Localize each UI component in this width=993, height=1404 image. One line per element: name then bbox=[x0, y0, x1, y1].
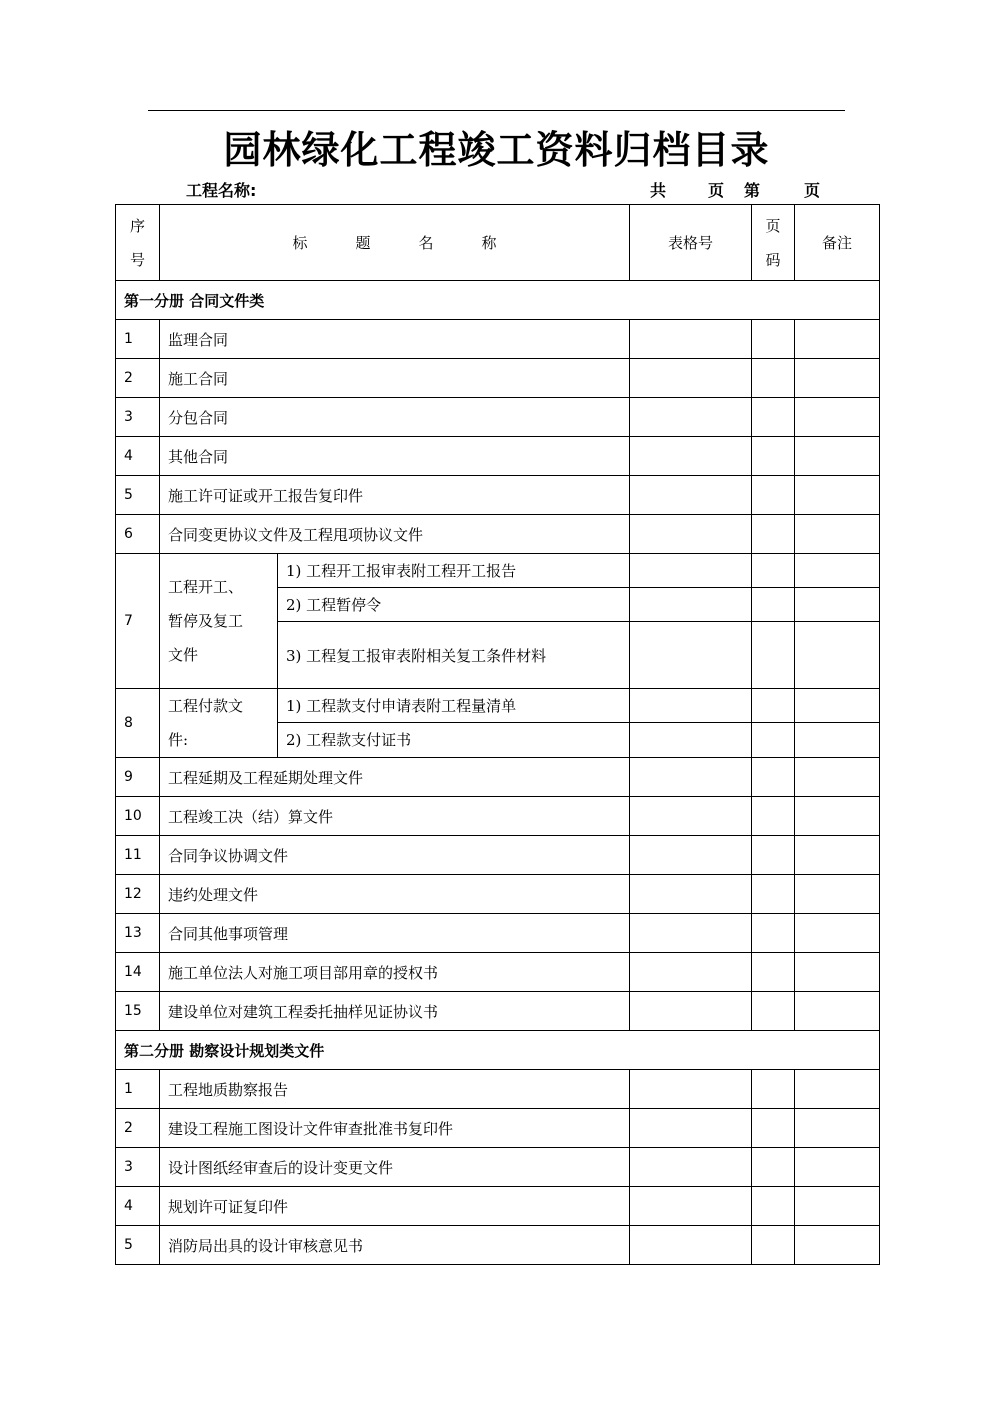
row-remark bbox=[795, 689, 880, 723]
row-form-no bbox=[630, 1070, 752, 1109]
group-label: 工程付款文 件: bbox=[160, 689, 278, 758]
table-row bbox=[116, 992, 880, 1031]
row-no: 3 bbox=[116, 1148, 160, 1187]
row-page bbox=[752, 398, 795, 437]
table-row bbox=[116, 437, 880, 476]
table-row bbox=[116, 758, 880, 797]
sub-item: 2) 工程款支付证书 bbox=[278, 722, 630, 757]
row-form-no bbox=[630, 476, 752, 515]
row-page bbox=[752, 437, 795, 476]
row-page bbox=[752, 953, 795, 992]
row-page bbox=[752, 758, 795, 797]
row-no: 5 bbox=[116, 476, 160, 515]
row-form-no bbox=[630, 875, 752, 914]
row-title: 合同变更协议文件及工程甩项协议文件 bbox=[160, 515, 630, 554]
table-row bbox=[116, 515, 880, 554]
row-form-no bbox=[630, 797, 752, 836]
row-form-no bbox=[630, 622, 752, 689]
table-row bbox=[116, 1226, 880, 1265]
row-page bbox=[752, 1070, 795, 1109]
row-page bbox=[752, 1187, 795, 1226]
header-title: 标 题 名 称 bbox=[160, 205, 630, 281]
table-row bbox=[116, 320, 880, 359]
row-page bbox=[752, 689, 795, 723]
row-page bbox=[752, 554, 795, 588]
header-page: 页 码 bbox=[752, 205, 795, 281]
row-remark bbox=[795, 1226, 880, 1265]
row-form-no bbox=[630, 758, 752, 797]
row-remark bbox=[795, 1187, 880, 1226]
row-remark bbox=[795, 1070, 880, 1109]
row-page bbox=[752, 836, 795, 875]
row-form-no bbox=[630, 398, 752, 437]
row-title: 设计图纸经审查后的设计变更文件 bbox=[160, 1148, 630, 1187]
row-title: 建设单位对建筑工程委托抽样见证协议书 bbox=[160, 992, 630, 1031]
row-form-no bbox=[630, 953, 752, 992]
row-title: 工程竣工决（结）算文件 bbox=[160, 797, 630, 836]
section-title: 第一分册 合同文件类 bbox=[116, 281, 880, 320]
table-row bbox=[116, 689, 880, 723]
row-page bbox=[752, 797, 795, 836]
row-remark bbox=[795, 588, 880, 622]
row-title: 分包合同 bbox=[160, 398, 630, 437]
row-no: 9 bbox=[116, 758, 160, 797]
row-no: 11 bbox=[116, 836, 160, 875]
row-remark bbox=[795, 554, 880, 588]
sub-item: 1) 工程款支付申请表附工程量清单 bbox=[278, 689, 630, 723]
row-form-no bbox=[630, 437, 752, 476]
row-form-no bbox=[630, 588, 752, 622]
row-no: 4 bbox=[116, 1187, 160, 1226]
row-form-no bbox=[630, 1187, 752, 1226]
table-row bbox=[116, 1187, 880, 1226]
row-form-no bbox=[630, 992, 752, 1031]
row-page bbox=[752, 320, 795, 359]
row-title: 合同其他事项管理 bbox=[160, 914, 630, 953]
row-title: 施工许可证或开工报告复印件 bbox=[160, 476, 630, 515]
table-row bbox=[116, 1148, 880, 1187]
pages-unit-2: 页 bbox=[804, 181, 821, 200]
archive-catalog-table bbox=[115, 204, 880, 1265]
sub-item: 2) 工程暂停令 bbox=[278, 588, 630, 622]
row-remark bbox=[795, 359, 880, 398]
row-remark bbox=[795, 320, 880, 359]
row-title: 其他合同 bbox=[160, 437, 630, 476]
header-remark: 备注 bbox=[795, 205, 880, 281]
pages-unit: 页 bbox=[708, 181, 725, 200]
row-remark bbox=[795, 914, 880, 953]
row-remark bbox=[795, 836, 880, 875]
section-title: 第二分册 勘察设计规划类文件 bbox=[116, 1031, 880, 1070]
table-row bbox=[116, 359, 880, 398]
header-form-no: 表格号 bbox=[630, 205, 752, 281]
sub-item: 1) 工程开工报审表附工程开工报告 bbox=[278, 554, 630, 588]
row-title: 监理合同 bbox=[160, 320, 630, 359]
row-remark bbox=[795, 953, 880, 992]
row-remark bbox=[795, 398, 880, 437]
row-form-no bbox=[630, 1148, 752, 1187]
table-row bbox=[116, 836, 880, 875]
row-form-no bbox=[630, 515, 752, 554]
row-remark bbox=[795, 875, 880, 914]
row-remark bbox=[795, 992, 880, 1031]
row-remark bbox=[795, 476, 880, 515]
row-remark bbox=[795, 758, 880, 797]
sub-item: 3) 工程复工报审表附相关复工条件材料 bbox=[278, 622, 630, 689]
table-row bbox=[116, 398, 880, 437]
row-page bbox=[752, 588, 795, 622]
pages-current-label: 第 bbox=[744, 181, 761, 200]
row-no: 14 bbox=[116, 953, 160, 992]
row-remark bbox=[795, 1148, 880, 1187]
row-page bbox=[752, 1226, 795, 1265]
row-title: 施工单位法人对施工项目部用章的授权书 bbox=[160, 953, 630, 992]
row-no: 12 bbox=[116, 875, 160, 914]
row-no: 8 bbox=[116, 689, 160, 758]
row-page bbox=[752, 722, 795, 757]
row-page bbox=[752, 515, 795, 554]
row-no: 7 bbox=[116, 554, 160, 689]
header-rule bbox=[148, 110, 845, 111]
row-page bbox=[752, 1109, 795, 1148]
document-title: 园林绿化工程竣工资料归档目录 bbox=[223, 128, 770, 172]
row-no: 2 bbox=[116, 1109, 160, 1148]
table-row bbox=[116, 1070, 880, 1109]
section-row bbox=[116, 1031, 880, 1070]
row-page bbox=[752, 1148, 795, 1187]
row-no: 6 bbox=[116, 515, 160, 554]
row-title: 消防局出具的设计审核意见书 bbox=[160, 1226, 630, 1265]
row-remark bbox=[795, 622, 880, 689]
table-header-row bbox=[116, 205, 880, 281]
row-form-no bbox=[630, 914, 752, 953]
row-form-no bbox=[630, 1109, 752, 1148]
row-form-no bbox=[630, 722, 752, 757]
row-page bbox=[752, 992, 795, 1031]
section-row bbox=[116, 281, 880, 320]
row-title: 违约处理文件 bbox=[160, 875, 630, 914]
row-form-no bbox=[630, 359, 752, 398]
row-no: 1 bbox=[116, 320, 160, 359]
row-title: 工程地质勘察报告 bbox=[160, 1070, 630, 1109]
group-label: 工程开工、 暂停及复工 文件 bbox=[160, 554, 278, 689]
row-no: 15 bbox=[116, 992, 160, 1031]
row-remark bbox=[795, 515, 880, 554]
row-remark bbox=[795, 437, 880, 476]
table-row bbox=[116, 875, 880, 914]
project-name-label: 工程名称: bbox=[186, 181, 257, 200]
table-row bbox=[116, 797, 880, 836]
row-no: 2 bbox=[116, 359, 160, 398]
row-page bbox=[752, 914, 795, 953]
row-form-no bbox=[630, 554, 752, 588]
row-form-no bbox=[630, 320, 752, 359]
row-title: 工程延期及工程延期处理文件 bbox=[160, 758, 630, 797]
row-no: 3 bbox=[116, 398, 160, 437]
row-no: 1 bbox=[116, 1070, 160, 1109]
row-no: 13 bbox=[116, 914, 160, 953]
row-page bbox=[752, 622, 795, 689]
row-remark bbox=[795, 797, 880, 836]
table-row bbox=[116, 476, 880, 515]
row-title: 建设工程施工图设计文件审查批准书复印件 bbox=[160, 1109, 630, 1148]
header-no: 序 号 bbox=[116, 205, 160, 281]
page-count-line bbox=[650, 180, 820, 202]
table-row bbox=[116, 554, 880, 588]
row-page bbox=[752, 359, 795, 398]
row-no: 4 bbox=[116, 437, 160, 476]
row-form-no bbox=[630, 836, 752, 875]
row-no: 5 bbox=[116, 1226, 160, 1265]
row-page bbox=[752, 476, 795, 515]
table-row bbox=[116, 914, 880, 953]
row-title: 规划许可证复印件 bbox=[160, 1187, 630, 1226]
row-title: 合同争议协调文件 bbox=[160, 836, 630, 875]
row-remark bbox=[795, 722, 880, 757]
row-form-no bbox=[630, 1226, 752, 1265]
row-no: 10 bbox=[116, 797, 160, 836]
pages-total-label: 共 bbox=[650, 181, 667, 200]
row-title: 施工合同 bbox=[160, 359, 630, 398]
row-remark bbox=[795, 1109, 880, 1148]
row-form-no bbox=[630, 689, 752, 723]
table-row bbox=[116, 953, 880, 992]
table-row bbox=[116, 1109, 880, 1148]
row-page bbox=[752, 875, 795, 914]
